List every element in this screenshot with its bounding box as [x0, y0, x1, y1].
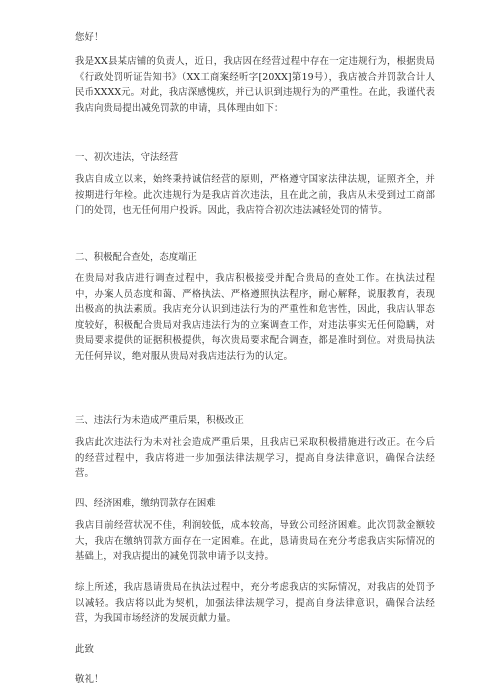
greeting: 您好！: [75, 32, 104, 43]
section-3-body: 我店此次违法行为未对社会造成严重后果，且我店已采取积极措施进行改正。在今后的经营过程中，我店将进一步加强法律法规学习，提高自身法律意识，确保合法经营。: [75, 437, 435, 480]
section-2-body: 在贵局对我店进行调查过程中，我店积极接受并配合贵局的查处工作。在执法过程中，办案人员态度和蔼、严格执法、严格遵照执法程序，耐心解释，说服教育，表现出极高的执法素质。我店充分认识到违法行为的严重性和危害性，因此，我店认罪态度较好，积极配合贵局对我店违法行为的立案调查工作，对违法事实无任何隐瞒，对贵局要求提供的证据积极提供，每次贵局要求配合调查，都是准时到位。对贵局执法无任何异议，绝对服从贵局对我店违法行为的认定。: [75, 273, 435, 362]
section-1-body: 我店自成立以来，始终秉持诚信经营的原则，严格遵守国家法律法规，证照齐全，并按期进行年检。此次违规行为是我店首次违法，且在此之前，我店从未受到过工商部门的处罚，也无任何用户投诉。因此，我店符合初次违法减轻处罚的情节。: [75, 174, 435, 217]
salute-text: 敬礼！: [75, 674, 104, 685]
intro-paragraph: 我是XX县某店铺的负责人，近日，我店因在经营过程中存在一定违规行为，根据贵局《行政处罚听证告知书》（XX工商案经听字[20XX]第19号），我店被合并罚款合计人民币XXXX元。对此，我店深感愧疚，并已认识到违规行为的严重性。在此，我谨代表我店向贵局提出减免罚款的申请，具体理由如下：: [75, 56, 435, 114]
section-4-body: 我店目前经营状况不佳，利润较低，成本较高，导致公司经济困难。此次罚款金额较大，我店在缴纳罚款方面存在一定困难。在此，恳请贵局在充分考虑我店实际情况的基础上，对我店提出的减免罚款申请予以支持。: [75, 520, 435, 563]
closing-text: 此致: [75, 644, 94, 655]
section-1-heading: 一、初次违法，守法经营: [75, 152, 179, 163]
section-2-heading: 二、积极配合查处，态度端正: [75, 252, 197, 263]
section-4-heading: 四、经济困难，缴纳罚款存在困难: [75, 498, 216, 509]
section-3-heading: 三、违法行为未造成严重后果，积极改正: [75, 415, 244, 426]
conclusion-paragraph: 综上所述，我店恳请贵局在执法过程中，充分考虑我店的实际情况，对我店的处罚予以减轻。我店将以此为契机，加强法律法规学习，提高自身法律意识，确保合法经营，为我国市场经济的发展贡献力量。: [75, 582, 435, 625]
